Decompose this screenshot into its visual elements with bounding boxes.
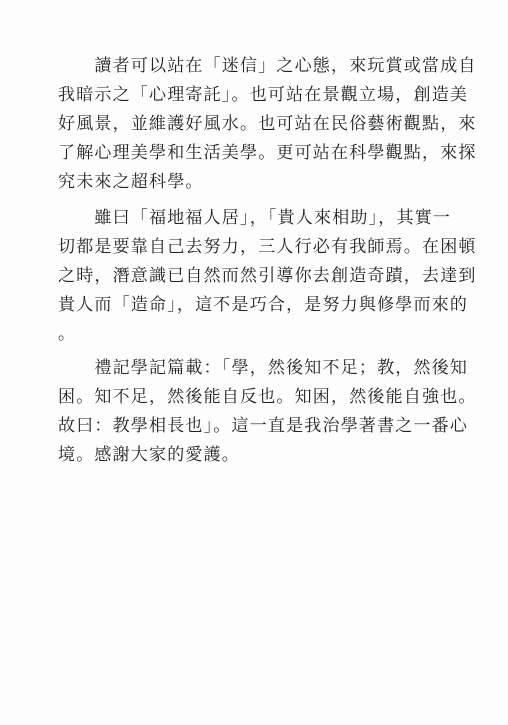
paragraph-1 xyxy=(58,52,490,197)
paragraph-line: 困。知不足，然後能自反也。知困，然後能自強也。 xyxy=(58,387,477,407)
paragraph-line: 雖曰「福地福人居」，「貴人來相助」，其實一 xyxy=(58,208,452,228)
paragraph-3 xyxy=(58,354,490,470)
paragraph-line: 究未來之超科學。 xyxy=(58,172,204,192)
paragraph-line: 好風景，並維護好風水。也可站在民俗藝術觀點，來 xyxy=(58,114,477,134)
paragraph-line: 讀者可以站在「迷信」之心態，來玩賞或當成自 xyxy=(58,56,477,76)
paragraph-line: 故曰：教學相長也」。這一直是我治學著書之一番心 xyxy=(58,416,469,436)
paragraph-2 xyxy=(58,204,490,349)
paragraph-line: 切都是要靠自己去努力，三人行必有我師焉。在困頓 xyxy=(58,237,477,257)
paragraph-line: 貴人而「造命」，這不是巧合，是努力與修學而來的 xyxy=(58,295,469,315)
paragraph-line: 了解心理美學和生活美學。更可站在科學觀點，來探 xyxy=(58,143,477,163)
paragraph-line: 禮記學記篇載：「學，然後知不足；教，然後知 xyxy=(58,358,469,378)
paragraph-line: 。 xyxy=(58,324,77,344)
paragraph-line: 境。感謝大家的愛護。 xyxy=(58,445,240,465)
paragraph-line: 之時，潛意識已自然而然引導你去創造奇蹟，去達到 xyxy=(58,266,477,286)
paragraph-line: 我暗示之「心理寄託」。也可站在景觀立場，創造美 xyxy=(58,85,469,105)
